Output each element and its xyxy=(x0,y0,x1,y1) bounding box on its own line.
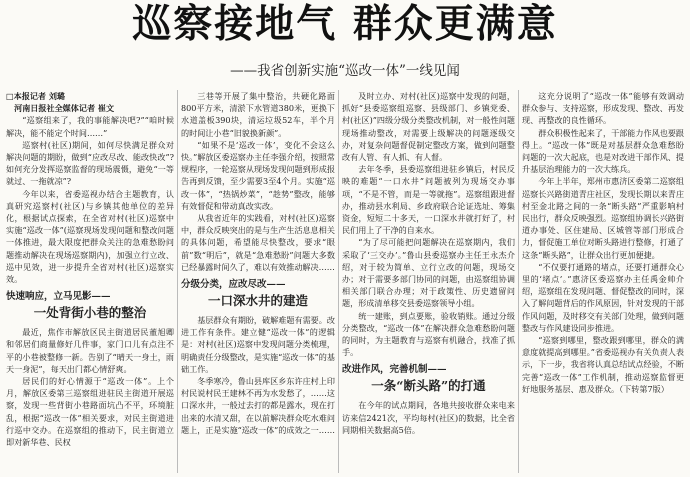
article-column-4 xyxy=(522,90,684,477)
paragraph: 群众积极性起来了，干部能力作风也要跟得上。“巡改一体”既是对基层群众急难愁盼问题的一次大起底，也是对改进干部作风、提升基层治理能力的一次大练兵。 xyxy=(522,127,684,175)
paragraph: 冬季寒冷，鲁山县库区乡东许庄村上印村民说村民王建林不再为水发愁了，……这口深水井，一般过去打的都是露水，现在打出来的水清又甜，在以前解决群众吃水难问题上，正是实施“巡改一体”的成效之一…… xyxy=(181,376,335,435)
paragraph: “如果不是‘巡改一体’，变化不会这么快。”解放区委巡察办主任李强介绍，按照常规程序，一轮巡察从现场发现问题到形成报告再到反馈，至少需要3至4个月。实施“巡改一体”，“热锅炒菜”，“趁势”整改，能够有效督促和带动真改实改。 xyxy=(181,139,335,211)
article-column-3 xyxy=(342,90,515,477)
article-column-2 xyxy=(181,90,335,477)
article-column-1 xyxy=(6,90,174,477)
paragraph: 三巷等开展了集中整治，共硬化路面800平方米，清淤下水管道380米，更换下水道盖板390块，清运垃圾52车，半个月的时间让小巷“旧貌换新颜”。 xyxy=(181,91,335,138)
byline-reporter: □本报记者 刘璐 xyxy=(6,91,66,101)
paragraph: 及时立办、对村(社区)巡察中发现的问题，抓好“县委巡察组巡察、县级部门、乡镇党委、村(社区)”四级分级分类整改机制，对一般性问题现场推动整改，对需要上级解决的问题逐级交办，对复杂问题督促制定整改方案，做到问题整改有人管、有人抓、有人督。 xyxy=(342,91,515,163)
section-title: 一条“断头路”的打通 xyxy=(371,378,486,394)
paragraph: 基层群众有期盼，破解难题有需要。改进工作有条件。建立健“巡改一体”的逻辑是：对村(社区)巡察中发现问题分类梳理，明确责任分级整改，是实施“巡改一体”的基础工作。 xyxy=(181,315,335,374)
column-divider xyxy=(338,90,339,473)
paragraph: 从我省近年的实践看，对村(社区)巡察中，群众反映突出的是与生产生活息息相关的具体问题，希望能尽快整改，要求“眼前”数“明后”，就是“急难愁盼”问题大多数已经暴露时间久了，难以有效推动解决…… xyxy=(181,213,335,272)
column-divider xyxy=(177,90,178,473)
paragraph: 居民们的好心情源于“巡改一体”。上个月，解放区委第三巡察组进驻民主街道开展巡察，发现一些背街小巷路面坑凸不平，环境脏乱，根据“巡改一体”相关要求，对民主街道进行巡中交办。在巡察组的推动下，民主街道立即对新华巷、民权 xyxy=(6,376,174,448)
paragraph: 统一建账，到点要账，验收销账。通过分级分类整改，“巡改一体”在解决群众急难愁盼问题的同时，为主题教育与巡察有机融合，找准了抓手。 xyxy=(342,310,515,358)
section-kicker: 分级分类，应改尽改—— xyxy=(181,279,286,291)
section-title: 一口深水井的建造 xyxy=(207,293,308,309)
paragraph: 今年以来，省委巡视办结合主题教育，认真研究巡察村(社区)与乡镇其他单位的差异化，根据试点探索，在全省对村(社区)巡察中实施“巡改一体”(巡察现场发现问题和整改问题一体推进，最大限度把群众关注的急难愁盼问题推动解决在现场巡察期内)，加强立行立改、巡中见效，进一步提升全省对村(社区)巡察实效。 xyxy=(6,188,174,285)
paragraph: 在今年的试点期间，各地共接收群众来电来访来信2421次，平均每村(社区)的数据，比全省同期相关数据高5倍。 xyxy=(342,400,515,435)
paragraph: “不仅要打通路的堵点，还要打通群众心里的‘堵点’。”惠济区委巡察办主任禹金帅介绍，巡察组在发现问题、督促整改的同时，深入了解问题背后的作风原因，针对发现的干部作风问题，及时移交有关部门处理，做到问题整改与作风建设同步推进。 xyxy=(522,261,684,333)
paragraph: 去年冬季，县委巡察组进驻乡镇后，村民反映的难题“一口水井”问题被列为现场交办事项，“不是不管，而是一等就拖”。巡察组跟进督办，推动县水利局、乡政府联合论证选址、筹集资金，短短二十多天，一口深水井就打好了，村民们用上了干净的自来水。 xyxy=(342,164,515,236)
section-kicker: 快速响应，立马见影—— xyxy=(6,291,111,303)
subheadline: ——我省创新实施“巡改一体”一线见闻 xyxy=(230,63,460,79)
paragraph: 最近，焦作市解放区民主街道居民董旭卿和邻居们商量修好几件事，家门口儿有点注不平的小巷被整修一新。告别了“晴天一身土，雨天一身泥”，每天出门都心情舒爽。 xyxy=(6,327,174,374)
column-divider xyxy=(518,90,519,473)
byline-newspaper: 河南日报社全媒体记者 崔文 xyxy=(14,103,115,114)
paragraph: “为了尽可能把问题解决在巡察期内，我们采取了‘三交办’。”鲁山县委巡察办主任王永杰介绍，对于较为简单、立行立改的问题，现场交办；对于需要多部门协同的问题，由巡察组协调相关部门联合办理；对于政策性、历史遗留问题，形成清单移交县委巡察领导小组。 xyxy=(342,237,515,309)
section-title: 一处背街小巷的整治 xyxy=(33,305,147,321)
paragraph: “巡察到哪里，整改跟到哪里，群众的满意度就提高到哪里。”省委巡视办有关负责人表示，下一步，我省将认真总结试点经验，不断完善“巡改一体”工作机制，推动巡察监督更好地服务基层、惠及群众。（下转第7版） xyxy=(522,335,684,394)
section-kicker: 改进作风，完善机制—— xyxy=(342,364,447,376)
headline: 巡察接地气 群众更满意 xyxy=(132,1,558,47)
paragraph: 这充分说明了“巡改一体”能够有效调动群众参与、支持巡察，形成发现、整改、再发现、再整改的良性循环。 xyxy=(522,91,684,126)
paragraph: 今年上半年，郑州市惠济区委第二巡察组巡察长兴路街道青庄社区，发现长期以来青庄村至金北路之间的一条“断头路”严重影响村民出行，群众反映强烈。巡察组协调长兴路街道办事处、区住建局、区城管等部门形成合力，督促施工单位对断头路进行整修，打通了这条“断头路”，让群众出行更加便捷。 xyxy=(522,176,684,260)
paragraph: 巡察村(社区)期间，如何尽快满足群众对解决问题的期盼，做到“应改尽改、能改快改”?如何充分发挥巡察监督的现场震慑，避免“一等就过、一拖就凉”? xyxy=(6,139,174,187)
paragraph: “巡察组来了，我的事能解决吧?”“咱时候解决，能不能定个时间……” xyxy=(6,115,174,138)
